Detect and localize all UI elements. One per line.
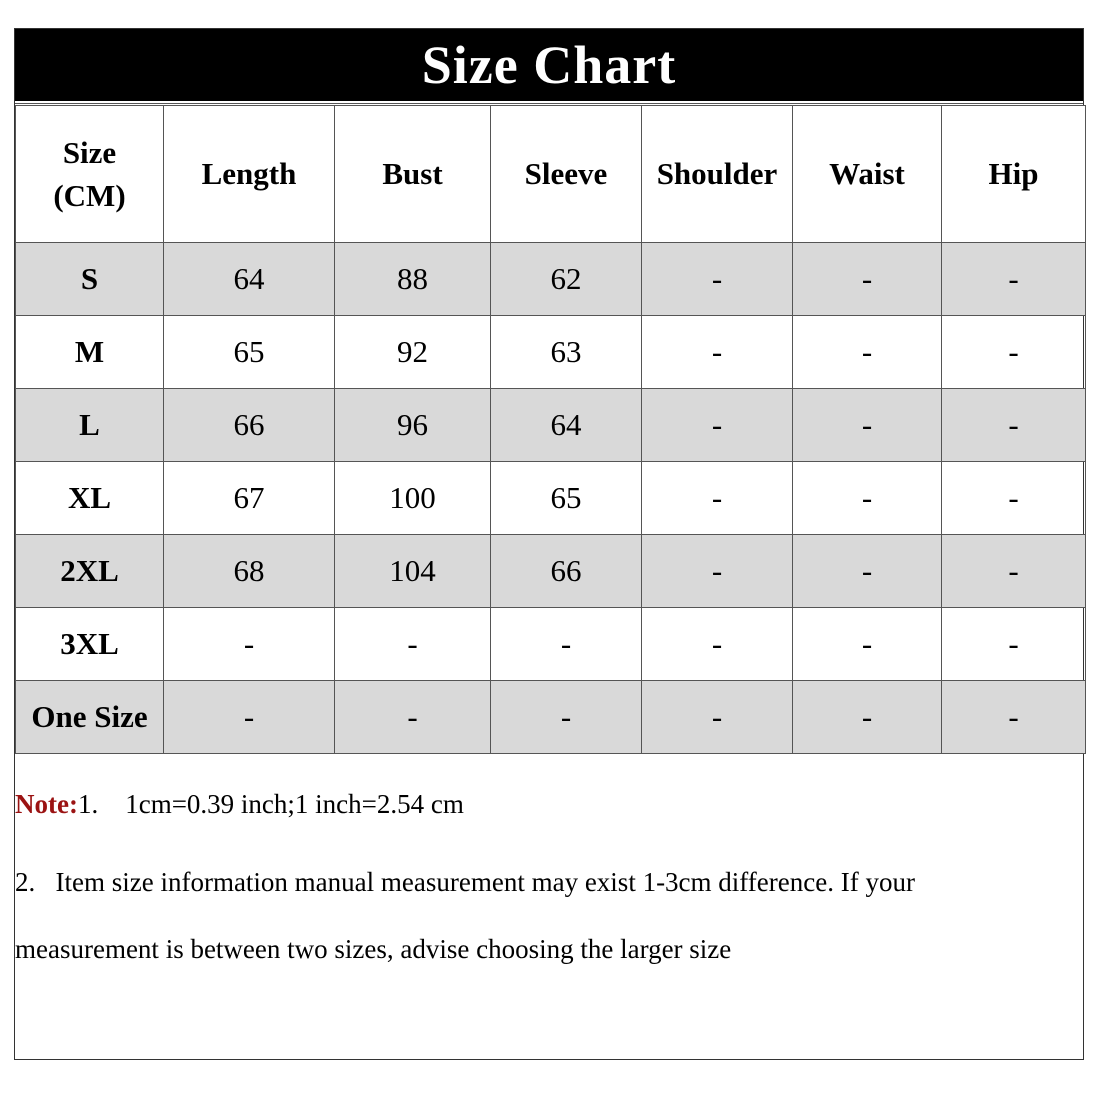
- length-cell: -: [164, 608, 335, 681]
- note-1-text: 1. 1cm=0.39 inch;1 inch=2.54 cm: [77, 789, 464, 819]
- sleeve-cell: 64: [491, 389, 642, 462]
- length-cell: 65: [164, 316, 335, 389]
- header-bust: Bust: [335, 106, 491, 243]
- table-row: [16, 316, 1086, 389]
- header-hip: Hip: [942, 106, 1086, 243]
- sleeve-cell: -: [491, 681, 642, 754]
- shoulder-cell: -: [642, 389, 793, 462]
- bust-cell: 100: [335, 462, 491, 535]
- size-label-cell: 2XL: [16, 535, 164, 608]
- table-row: [16, 608, 1086, 681]
- length-cell: 67: [164, 462, 335, 535]
- shoulder-cell: -: [642, 243, 793, 316]
- length-cell: -: [164, 681, 335, 754]
- shoulder-cell: -: [642, 535, 793, 608]
- size-label-cell: M: [16, 316, 164, 389]
- waist-cell: -: [793, 608, 942, 681]
- sleeve-cell: 66: [491, 535, 642, 608]
- hip-cell: -: [942, 316, 1086, 389]
- header-row: [16, 106, 1086, 243]
- table-row: [16, 681, 1086, 754]
- header-length: Length: [164, 106, 335, 243]
- hip-cell: -: [942, 243, 1086, 316]
- note-line-3: measurement is between two sizes, advise choosing the larger size: [15, 934, 732, 964]
- sleeve-cell: 65: [491, 462, 642, 535]
- shoulder-cell: -: [642, 316, 793, 389]
- table-row: [16, 462, 1086, 535]
- header-waist: Waist: [793, 106, 942, 243]
- bust-cell: 92: [335, 316, 491, 389]
- size-label-cell: L: [16, 389, 164, 462]
- note-line-1: [15, 791, 464, 818]
- size-table: [15, 105, 1086, 754]
- shoulder-cell: -: [642, 608, 793, 681]
- table-row: [16, 243, 1086, 316]
- sleeve-cell: 62: [491, 243, 642, 316]
- hip-cell: -: [942, 462, 1086, 535]
- waist-cell: -: [793, 462, 942, 535]
- sleeve-cell: -: [491, 608, 642, 681]
- bust-cell: -: [335, 681, 491, 754]
- shoulder-cell: -: [642, 681, 793, 754]
- title-divider: [15, 103, 1083, 104]
- size-chart-sheet: [14, 28, 1084, 1060]
- hip-cell: -: [942, 681, 1086, 754]
- chart-title: Size Chart: [15, 29, 1083, 101]
- waist-cell: -: [793, 681, 942, 754]
- note-label: Note:: [15, 789, 78, 819]
- sleeve-cell: 63: [491, 316, 642, 389]
- table-row: [16, 389, 1086, 462]
- header-shoulder: Shoulder: [642, 106, 793, 243]
- table-row: [16, 535, 1086, 608]
- waist-cell: -: [793, 316, 942, 389]
- bust-cell: 104: [335, 535, 491, 608]
- bust-cell: 88: [335, 243, 491, 316]
- waist-cell: -: [793, 535, 942, 608]
- waist-cell: -: [793, 243, 942, 316]
- size-label-cell: XL: [16, 462, 164, 535]
- header-size: [16, 106, 164, 243]
- hip-cell: -: [942, 608, 1086, 681]
- length-cell: 64: [164, 243, 335, 316]
- header-size-label: Size (CM): [53, 134, 126, 213]
- size-label-cell: 3XL: [16, 608, 164, 681]
- hip-cell: -: [942, 535, 1086, 608]
- shoulder-cell: -: [642, 462, 793, 535]
- bust-cell: -: [335, 608, 491, 681]
- header-sleeve: Sleeve: [491, 106, 642, 243]
- length-cell: 68: [164, 535, 335, 608]
- hip-cell: -: [942, 389, 1086, 462]
- size-label-cell: One Size: [16, 681, 164, 754]
- size-label-cell: S: [16, 243, 164, 316]
- note-line-2: 2. Item size information manual measurement may exist 1-3cm difference. If your: [15, 867, 915, 897]
- waist-cell: -: [793, 389, 942, 462]
- bust-cell: 96: [335, 389, 491, 462]
- length-cell: 66: [164, 389, 335, 462]
